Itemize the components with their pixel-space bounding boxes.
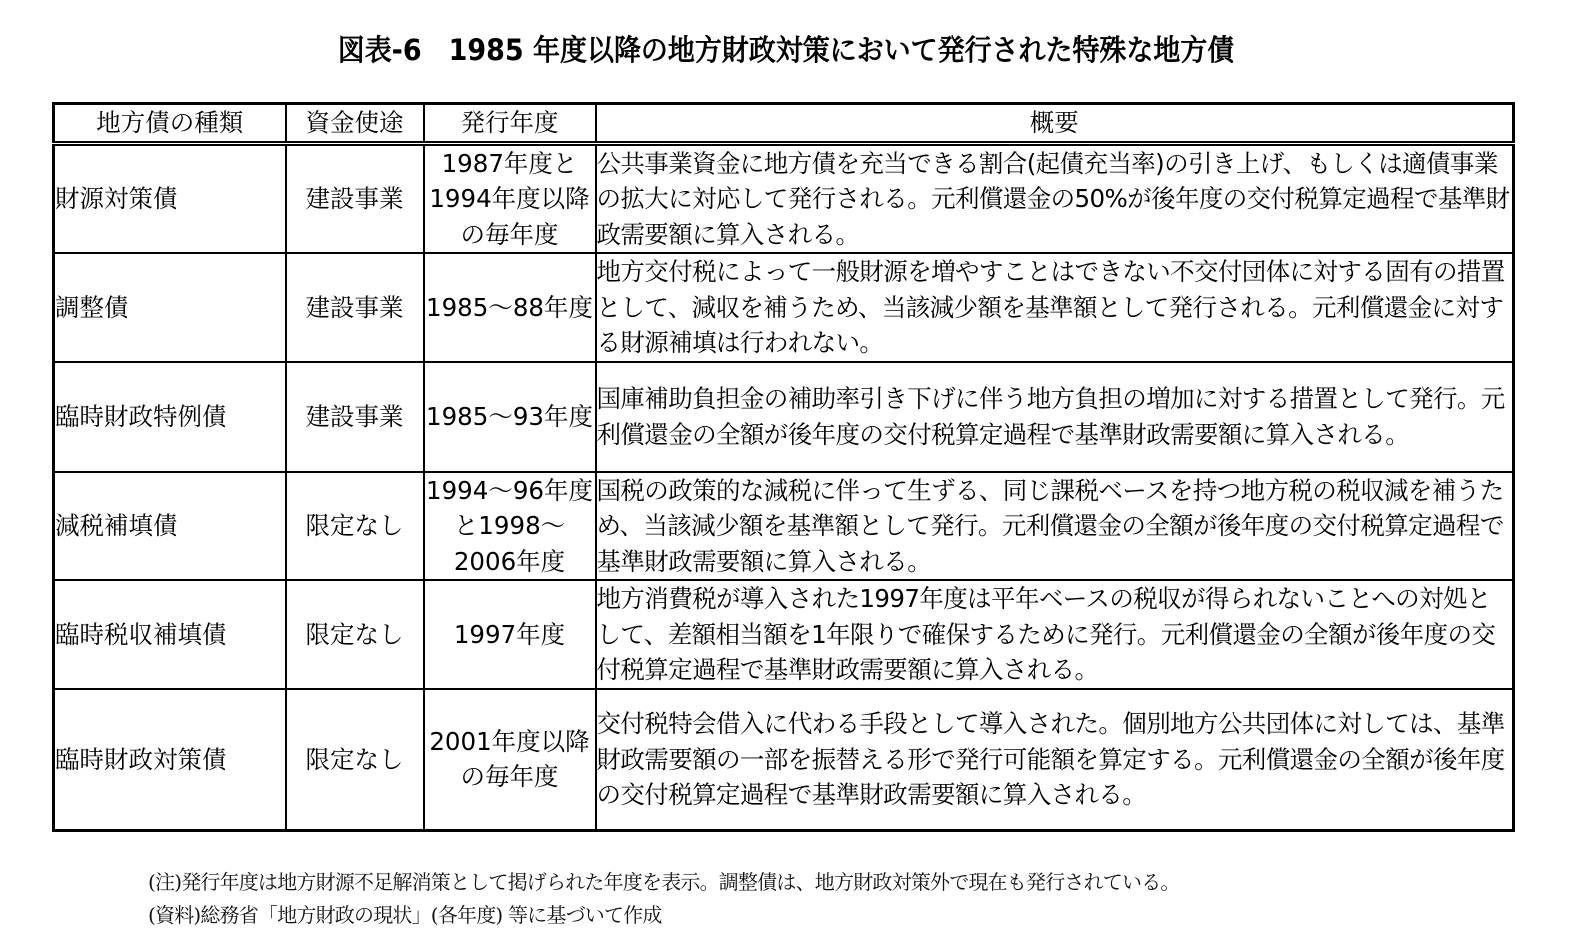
- issue-year: 1987年度と1994年度以降の毎年度: [424, 143, 596, 253]
- fund-use: 限定なし: [286, 689, 424, 831]
- note-text: (注)発行年度は地方財源不足解消策として掲げられた年度を表示。調整債は、地方財政対策外で現在も発行されている。: [148, 870, 1180, 894]
- fund-use: 限定なし: [286, 580, 424, 689]
- bond-type: 減税補填債: [54, 472, 286, 581]
- header-bond-type: 地方債の種類: [54, 104, 286, 144]
- summary: 国税の政策的な減税に伴って生ずる、同じ課税ベースを持つ地方税の税収減を補うため、当該減少額を基準額として発行。元利償還金の全額が後年度の交付税算定過程で基準財政需要額に算入される。: [596, 472, 1514, 581]
- special-local-bonds-table: [52, 102, 1515, 832]
- table-row: [54, 580, 1514, 689]
- table-header-row: [54, 104, 1514, 144]
- header-issue-year: 発行年度: [424, 104, 596, 144]
- issue-year: 1997年度: [424, 580, 596, 689]
- bond-type: 臨時財政特例債: [54, 362, 286, 472]
- footnotes: [148, 866, 1180, 932]
- issue-year: 1994～96年度と1998～2006年度: [424, 472, 596, 581]
- table-row: [54, 253, 1514, 362]
- summary: 交付税特会借入に代わる手段として導入された。個別地方公共団体に対しては、基準財政需要額の一部を振替える形で発行可能額を算定する。元利償還金の全額が後年度の交付税算定過程で基準財政需要額に算入される。: [596, 689, 1514, 831]
- table-row: [54, 362, 1514, 472]
- issue-year: 1985～93年度: [424, 362, 596, 472]
- bond-type: 財源対策債: [54, 143, 286, 253]
- header-fund-use: 資金使途: [286, 104, 424, 144]
- summary: 地方消費税が導入された1997年度は平年ベースの税収が得られないことへの対処として、差額相当額を1年限りで確保するために発行。元利償還金の全額が後年度の交付税算定過程で基準財政需要額に算入される。: [596, 580, 1514, 689]
- table-row: [54, 689, 1514, 831]
- issue-year: 1985～88年度: [424, 253, 596, 362]
- figure-title: 図表-6 1985 年度以降の地方財政対策において発行された特殊な地方債: [337, 33, 1235, 67]
- table-row: [54, 472, 1514, 581]
- fund-use: 建設事業: [286, 362, 424, 472]
- bond-type: 臨時財政対策債: [54, 689, 286, 831]
- summary: 国庫補助負担金の補助率引き下げに伴う地方負担の増加に対する措置として発行。元利償還金の全額が後年度の交付税算定過程で基準財政需要額に算入される。: [596, 362, 1514, 472]
- issue-year: 2001年度以降の毎年度: [424, 689, 596, 831]
- fund-use: 建設事業: [286, 253, 424, 362]
- source-text: (資料)総務省「地方財政の現状」(各年度) 等に基づいて作成: [148, 903, 662, 927]
- fund-use: 建設事業: [286, 143, 424, 253]
- summary: 公共事業資金に地方債を充当できる割合(起債充当率)の引き上げ、もしくは適債事業の拡大に対応して発行される。元利償還金の50%が後年度の交付税算定過程で基準財政需要額に算入される。: [596, 143, 1514, 253]
- fund-use: 限定なし: [286, 472, 424, 581]
- bond-type: 調整債: [54, 253, 286, 362]
- summary: 地方交付税によって一般財源を増やすことはできない不交付団体に対する固有の措置として、減収を補うため、当該減少額を基準額として発行される。元利償還金に対する財源補填は行われない。: [596, 253, 1514, 362]
- header-summary: 概要: [596, 104, 1514, 144]
- bond-type: 臨時税収補填債: [54, 580, 286, 689]
- table-row: [54, 143, 1514, 253]
